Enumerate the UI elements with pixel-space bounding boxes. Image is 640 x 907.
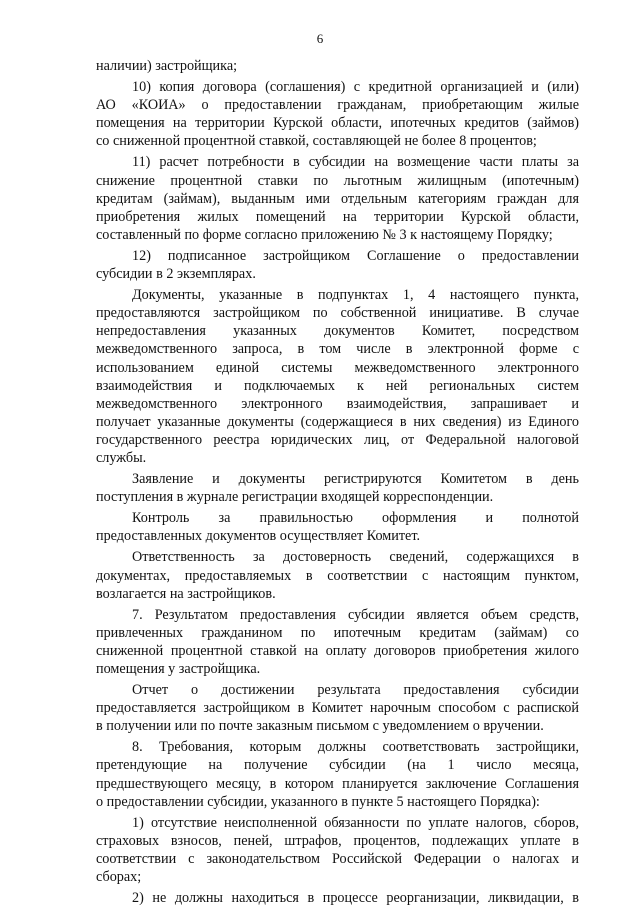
text-line: сборах; xyxy=(96,869,142,886)
paragraph xyxy=(96,247,579,283)
text-line: помещения на территории Курской области, ипотечных кредитов (займов) xyxy=(96,115,579,132)
paragraph xyxy=(96,286,579,467)
paragraph xyxy=(96,153,579,243)
paragraph xyxy=(96,57,579,75)
text-line: возлагается на застройщиков. xyxy=(96,585,276,602)
text-line: 11) расчет потребности в субсидии на возмещение части платы за xyxy=(132,154,579,171)
text-line: соответствии с законодательством Российской Федерации о налогах и xyxy=(96,850,579,867)
text-line: государственного реестра юридических лиц, от Федеральной налоговой xyxy=(96,431,579,448)
text-line: Ответственность за достоверность сведений, содержащихся в xyxy=(132,549,579,566)
text-line: 12) подписанное застройщиком Соглашение о предоставлении xyxy=(132,247,579,264)
text-line: предоставляются застройщиком по собственной инициативе. В случае xyxy=(96,305,579,322)
text-line: документах, предоставляемых в соответствии с настоящим пунктом, xyxy=(96,567,579,584)
text-line: сниженной процентной ставкой на оплату договоров приобретения жилого xyxy=(96,642,579,659)
text-line: страховых взносов, пеней, штрафов, процентов, подлежащих уплате в xyxy=(96,832,579,849)
text-line: поступления в журнале регистрации входящей корреспонденции. xyxy=(96,489,494,506)
text-line: непредоставления указанных документов Комитет, посредством xyxy=(96,323,579,340)
paragraph xyxy=(96,78,579,150)
text-line: 8. Требования, которым должны соответствовать застройщики, xyxy=(132,739,579,756)
text-line: Отчет о достижении результата предоставления субсидии xyxy=(132,682,579,699)
text-line: субсидии в 2 экземплярах. xyxy=(96,266,256,283)
paragraph xyxy=(96,738,579,810)
text-line: межведомственного электронного взаимодействия, запрашивает и xyxy=(96,395,579,412)
text-line: получает указанные документы (содержащиеся в них сведения) из Единого xyxy=(96,413,579,430)
text-line: Документы, указанные в подпунктах 1, 4 настоящего пункта, xyxy=(132,287,579,304)
text-line: 1) отсутствие неисполненной обязанности по уплате налогов, сборов, xyxy=(132,814,579,831)
text-line: со сниженной процентной ставкой, составляющей не более 8 процентов; xyxy=(96,133,537,150)
text-line: 2) не должны находиться в процессе реорганизации, ликвидации, в xyxy=(132,890,579,907)
text-line: АО «КОИА» о предоставлении гражданам, приобретающим жилые xyxy=(96,97,579,114)
paragraph xyxy=(96,889,579,907)
paragraph xyxy=(96,509,579,545)
text-line: приобретения жилых помещений на территории Курской области, xyxy=(96,208,579,225)
text-line: Контроль за правильностью оформления и полнотой xyxy=(132,510,579,527)
paragraph xyxy=(96,548,579,602)
paragraph xyxy=(96,606,579,678)
text-line: снижение процентной ставки по льготным жилищным (ипотечным) xyxy=(96,172,579,189)
text-line: наличии) застройщика; xyxy=(96,58,238,74)
paragraph xyxy=(96,681,579,735)
text-line: 7. Результатом предоставления субсидии является объем средств, xyxy=(132,606,579,623)
text-line: службы. xyxy=(96,449,147,466)
text-line: помещения у застройщика. xyxy=(96,661,261,677)
page-number: 6 xyxy=(316,31,324,46)
document-body xyxy=(96,57,579,907)
text-line: в получении или по почте заказным письмом с уведомлением о вручении. xyxy=(96,718,544,735)
text-line: составленный по форме согласно приложению № 3 к настоящему Порядку; xyxy=(96,226,553,243)
text-line: 10) копия договора (соглашения) с кредитной организацией и (или) xyxy=(132,79,579,96)
text-line: Заявление и документы регистрируются Комитетом в день xyxy=(132,471,579,488)
text-line: привлеченных гражданином по ипотечным кредитам (займам) со xyxy=(96,624,579,641)
paragraph xyxy=(96,470,579,506)
text-line: о предоставлении субсидии, указанного в пункте 5 настоящего Порядка): xyxy=(96,793,540,810)
text-line: предоставляется застройщиком в Комитет нарочным способом с распиской xyxy=(96,700,579,717)
text-line: межведомственного запроса, в том числе в электронной форме с xyxy=(96,341,579,358)
text-line: предоставленных документов осуществляет Комитет. xyxy=(96,528,421,545)
text-line: кредитам (займам), выданным ими отдельным категориям граждан для xyxy=(96,190,579,207)
text-line: использованием единой системы межведомственного электронного xyxy=(96,359,579,376)
text-line: претендующие на получение субсидии (на 1 число месяца, xyxy=(96,757,579,774)
paragraph xyxy=(96,814,579,886)
text-line: взаимодействия и подключаемых к ней региональных систем xyxy=(96,377,579,394)
text-line: предшествующего месяцу, в котором планируется заключение Соглашения xyxy=(96,775,579,792)
